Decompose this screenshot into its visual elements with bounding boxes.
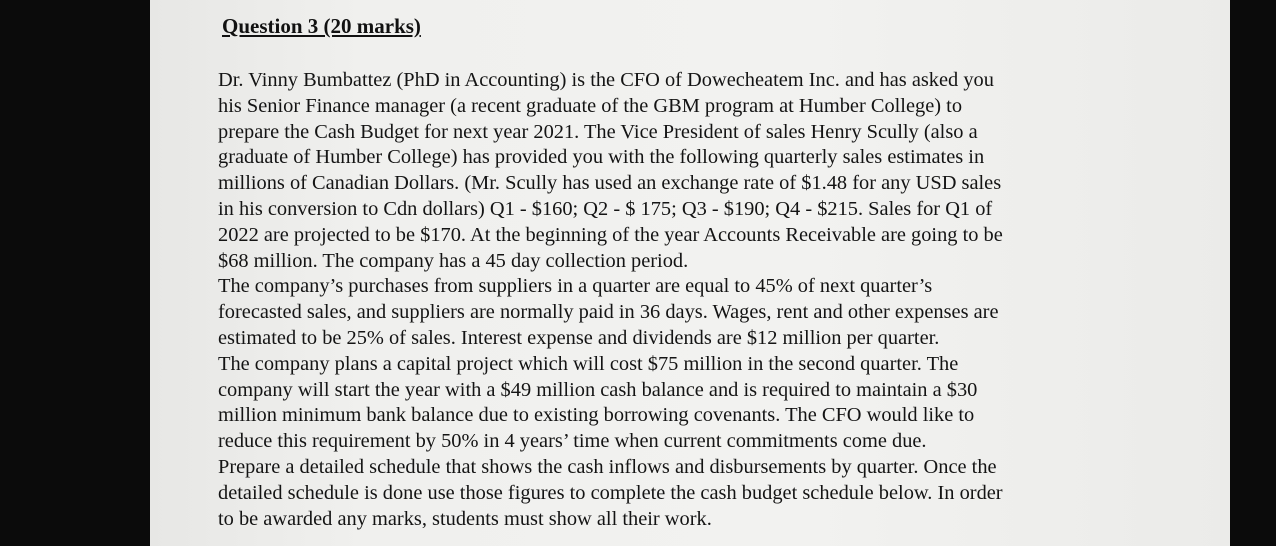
body-line: Prepare a detailed schedule that shows the cash inflows and disbursements by quarter. Once the	[218, 455, 997, 478]
body-line: reduce this requirement by 50% in 4 years’ time when current commitments come due.	[218, 430, 927, 453]
question-title: Question 3 (20 marks)	[222, 14, 421, 38]
body-line: The company plans a capital project which will cost $75 million in the second quarter. The	[218, 352, 959, 375]
body-line: 2022 are projected to be $170. At the beginning of the year Accounts Receivable are going to be	[218, 223, 1003, 246]
body-line: forecasted sales, and suppliers are normally paid in 36 days. Wages, rent and other expenses are	[218, 301, 999, 324]
body-line: to be awarded any marks, students must show all their work.	[218, 507, 712, 530]
document-page	[150, 0, 1230, 546]
body-line: million minimum bank balance due to existing borrowing covenants. The CFO would like to	[218, 404, 975, 427]
body-line: prepare the Cash Budget for next year 2021. The Vice President of sales Henry Scully (also a	[218, 120, 978, 143]
body-line: millions of Canadian Dollars. (Mr. Scully has used an exchange rate of $1.48 for any USD sales	[218, 172, 1002, 195]
body-line: $68 million. The company has a 45 day collection period.	[218, 249, 689, 272]
body-line: estimated to be 25% of sales. Interest expense and dividends are $12 million per quarter.	[218, 326, 940, 349]
body-line: his Senior Finance manager (a recent graduate of the GBM program at Humber College) to	[218, 94, 963, 117]
body-line: The company’s purchases from suppliers in a quarter are equal to 45% of next quarter’s	[218, 275, 933, 298]
body-line: Dr. Vinny Bumbattez (PhD in Accounting) is the CFO of Dowecheatem Inc. and has asked you	[218, 69, 994, 91]
body-line: graduate of Humber College) has provided you with the following quarterly sales estimates in	[218, 146, 985, 169]
body-line: detailed schedule is done use those figures to complete the cash budget schedule below. In order	[218, 481, 1003, 504]
body-line: company will start the year with a $49 million cash balance and is required to maintain a $30	[218, 378, 978, 401]
body-line: in his conversion to Cdn dollars) Q1 - $160; Q2 - $ 175; Q3 - $190; Q4 - $215. Sales for Q1 of	[218, 197, 993, 220]
question-body	[218, 68, 1218, 532]
